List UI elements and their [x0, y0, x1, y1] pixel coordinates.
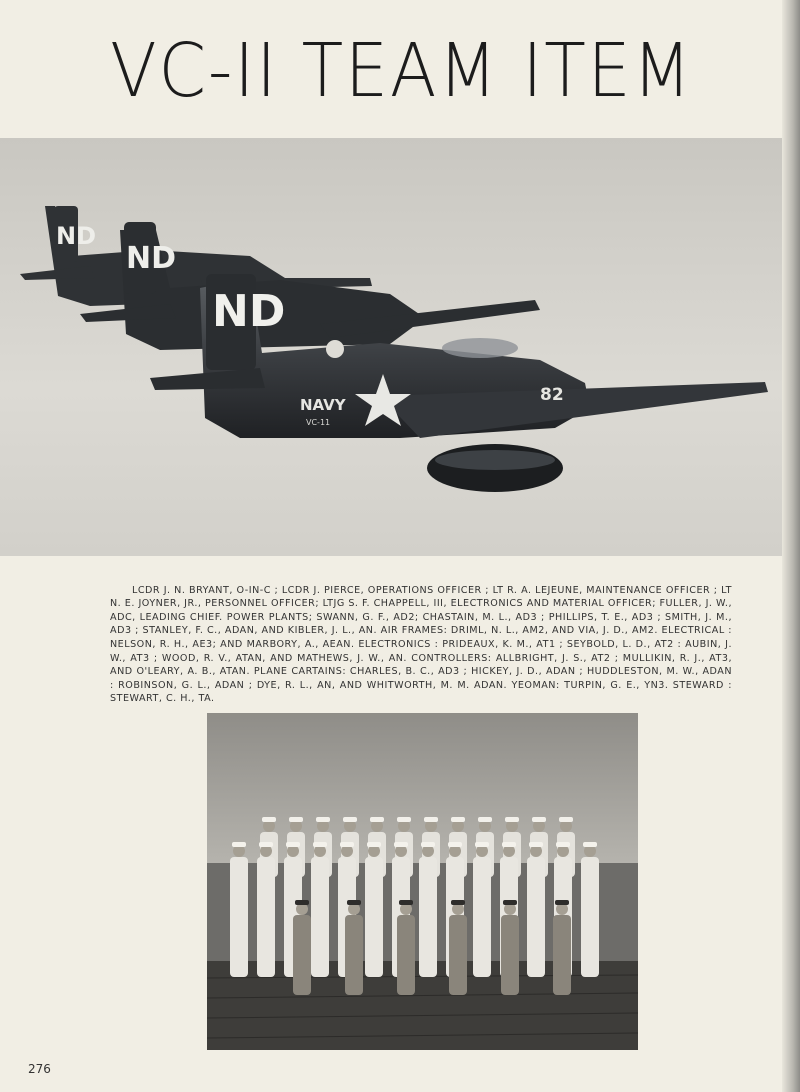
aircraft-formation-photo	[0, 138, 782, 556]
crew-roster-caption: LCDR J. N. BRYANT, O-IN-C ; LCDR J. PIERCE, OPERATIONS OFFICER ; LT R. A. LEJEUNE, MAINTENANCE OFFICER ; LT N. E. JOYNER, JR., PERSONNEL OFFICER; LTJG S. F. CHAPPELL, III, ELECTRONICS AND MATERIAL OFFICER; FULLER, J. W., ADC, LEADING CHIEF. POWER PLANTS; SWANN, G. F., AD2; CHASTAIN, M. L., AD3 ; PHILLIPS, T. E., AD3 ; SMITH, J. M., AD3 ; STANLEY, F. C., ADAN, AND KIBLER, J. L., AN. AIR FRAMES: DRIML, N. L., AM2, AND VIA, J. D., AM2. ELECTRICAL : NELSON, R. H., AE3; AND MARBORY, A., AEAN. ELECTRONICS : PRIDEAUX, K. M., AT1 ; SEYBOLD, L. D., AT2 : AUBIN, J. W., AT3 ; WOOD, R. V., ATAN, AND MATHEWS, J. W., AN. CONTROLLERS: ALLBRIGHT, J. S., AT2 ; MULLIKIN, R. J., AT3, AND O'LEARY, A. B., ATAN. PLANE CARTAINS: CHARLES, B. C., AD3 ; HICKEY, J. D., ADAN ; HUDDLESTON, M. W., ADAN : ROBINSON, G. L., ADAN ; DYE, R. L., AN, AND WHITWORTH, M. M. ADAN. YEOMAN: TURPIN, G. E., YN3. STEWARD : STEWART, C. H., TA.	[110, 584, 732, 705]
sailor-standing	[311, 842, 329, 977]
sailor-standing	[419, 842, 437, 977]
squadron-marking: VC-11	[306, 418, 331, 427]
sailor-standing	[257, 842, 275, 977]
page-title: VC-II TEAM ITEM	[110, 28, 694, 114]
sailor-standing	[230, 842, 248, 977]
group-portrait-photo	[207, 713, 638, 1050]
tail-code-front: ND	[212, 286, 286, 337]
sailor-standing	[473, 842, 491, 977]
side-number: 82	[540, 385, 564, 405]
sailor-standing	[527, 842, 545, 977]
fuselage-marking: NAVY	[300, 396, 346, 414]
tail-code-rear: ND	[56, 222, 97, 250]
tail-code-middle: ND	[126, 241, 177, 276]
sailor-standing	[581, 842, 599, 977]
page-number: 276	[28, 1062, 51, 1076]
sailor-standing	[365, 842, 383, 977]
page-binding-shadow	[782, 0, 800, 1092]
